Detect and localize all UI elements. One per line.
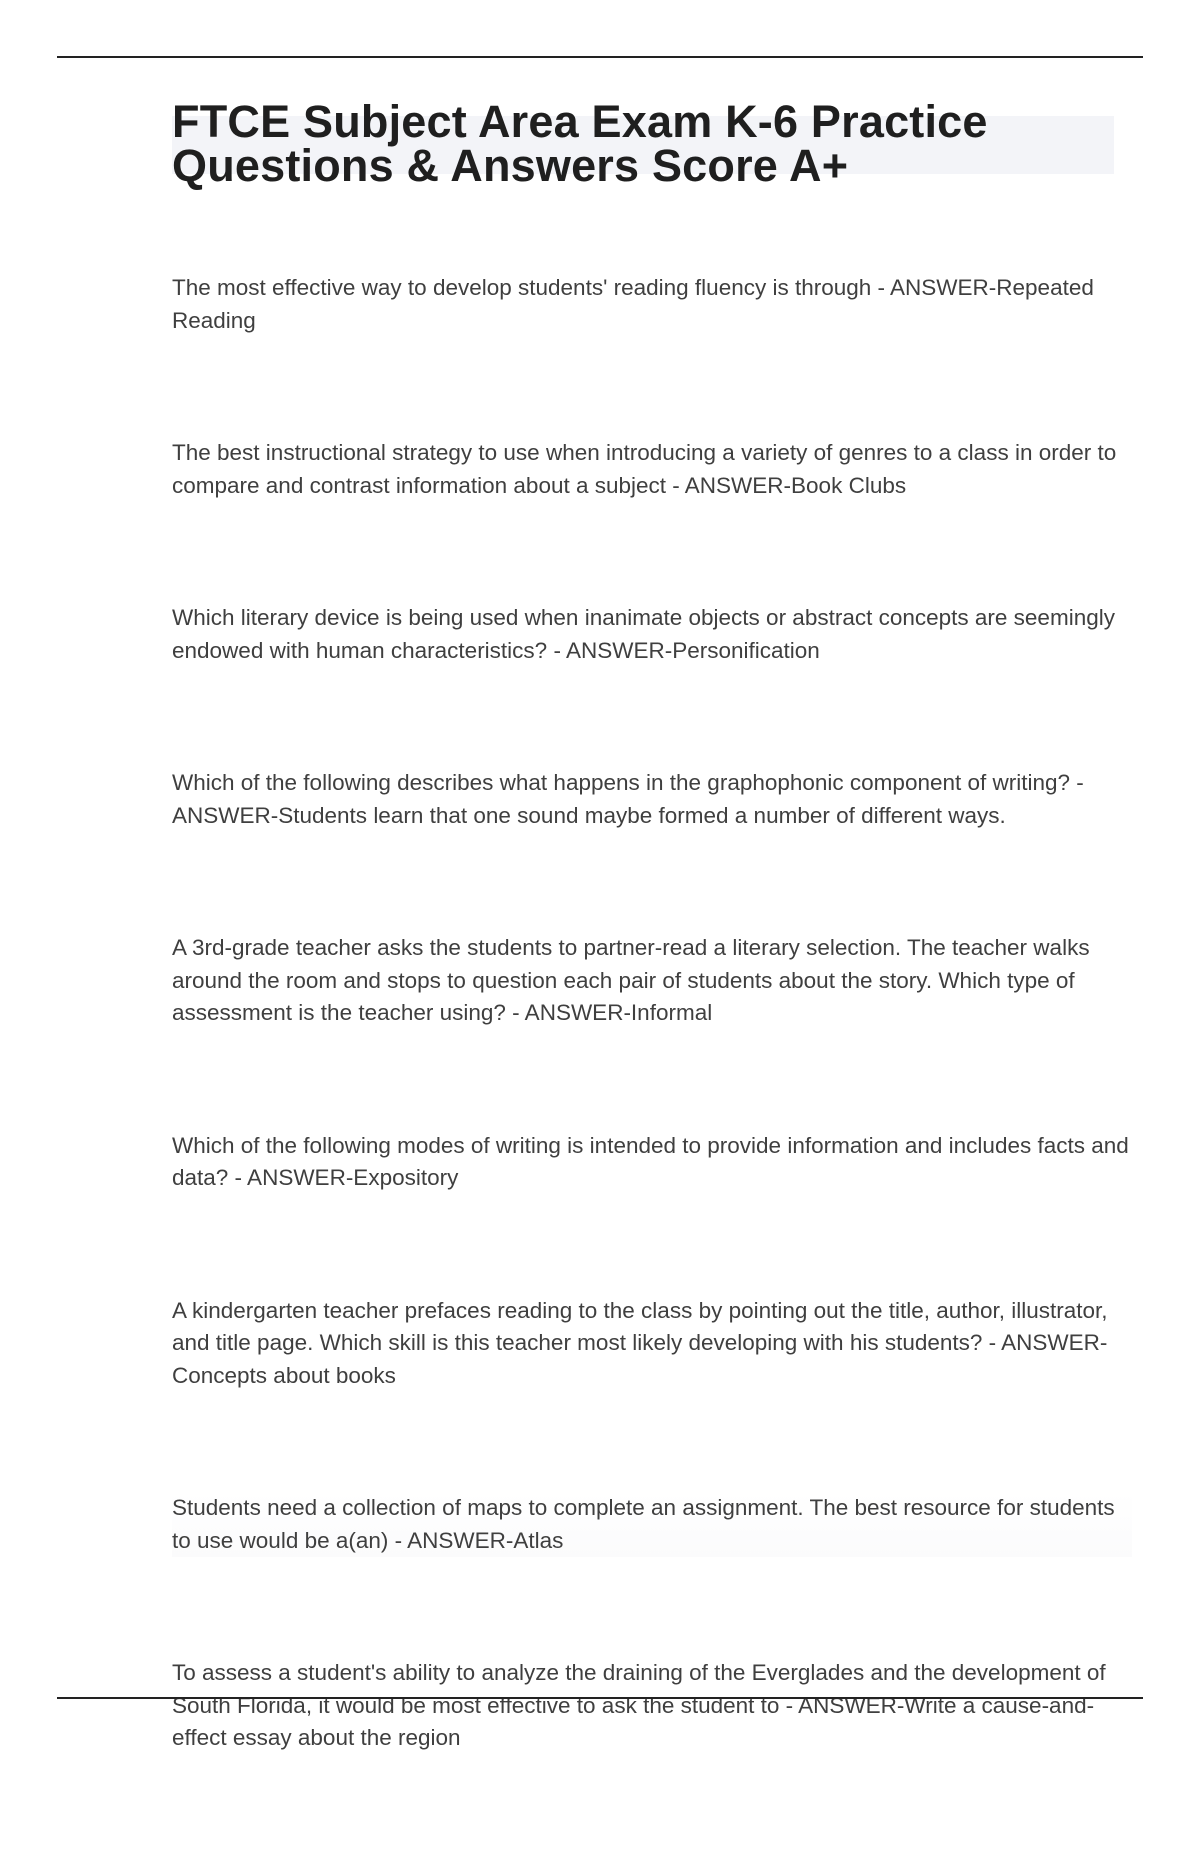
bottom-rule [57,1697,1143,1699]
qa-item-3: Which literary device is being used when inanimate objects or abstract concepts are seemingly endowed with human characteristics? - ANSWER-Personification [172,605,1115,663]
top-rule [57,56,1143,58]
qa-item-8: Students need a collection of maps to complete an assignment. The best resource for students to use would be a(an) - ANSWER-Atlas [172,1492,1132,1557]
qa-item-4: Which of the following describes what happens in the graphophonic component of writing? - ANSWER-Students learn that one sound maybe formed a number of different ways. [172,770,1084,828]
qa-item-5: A 3rd-grade teacher asks the students to partner-read a literary selection. The teacher walks around the room and stops to question each pair of students about the story. Which type of assessment is the teacher using? - ANSWER-Informal [172,935,1090,1025]
qa-item-2: The best instructional strategy to use when introducing a variety of genres to a class in order to compare and contrast information about a subject - ANSWER-Book Clubs [172,440,1117,498]
qa-item-1: The most effective way to develop students' reading fluency is through - ANSWER-Repeated Reading [172,275,1094,333]
qa-item-9: To assess a student's ability to analyze the draining of the Everglades and the development of South Florida, it would be most effective to ask the student to - ANSWER-Write a cause-and-effect essay about the region [172,1660,1106,1750]
qa-item-6: Which of the following modes of writing is intended to provide information and includes facts and data? - ANSWER-Expository [172,1132,1129,1190]
document-title [172,96,1114,192]
title-line-2: Questions & Answers Score A+ [172,140,849,192]
qa-list [172,272,1132,1855]
title-line-1: FTCE Subject Area Exam K-6 Practice [172,96,988,147]
title-block [172,96,1114,192]
qa-item-7: A kindergarten teacher prefaces reading to the class by pointing out the title, author, illustrator, and title page. Which skill is this teacher most likely developing with his students? - ANSWER-Concepts about books [172,1297,1108,1388]
